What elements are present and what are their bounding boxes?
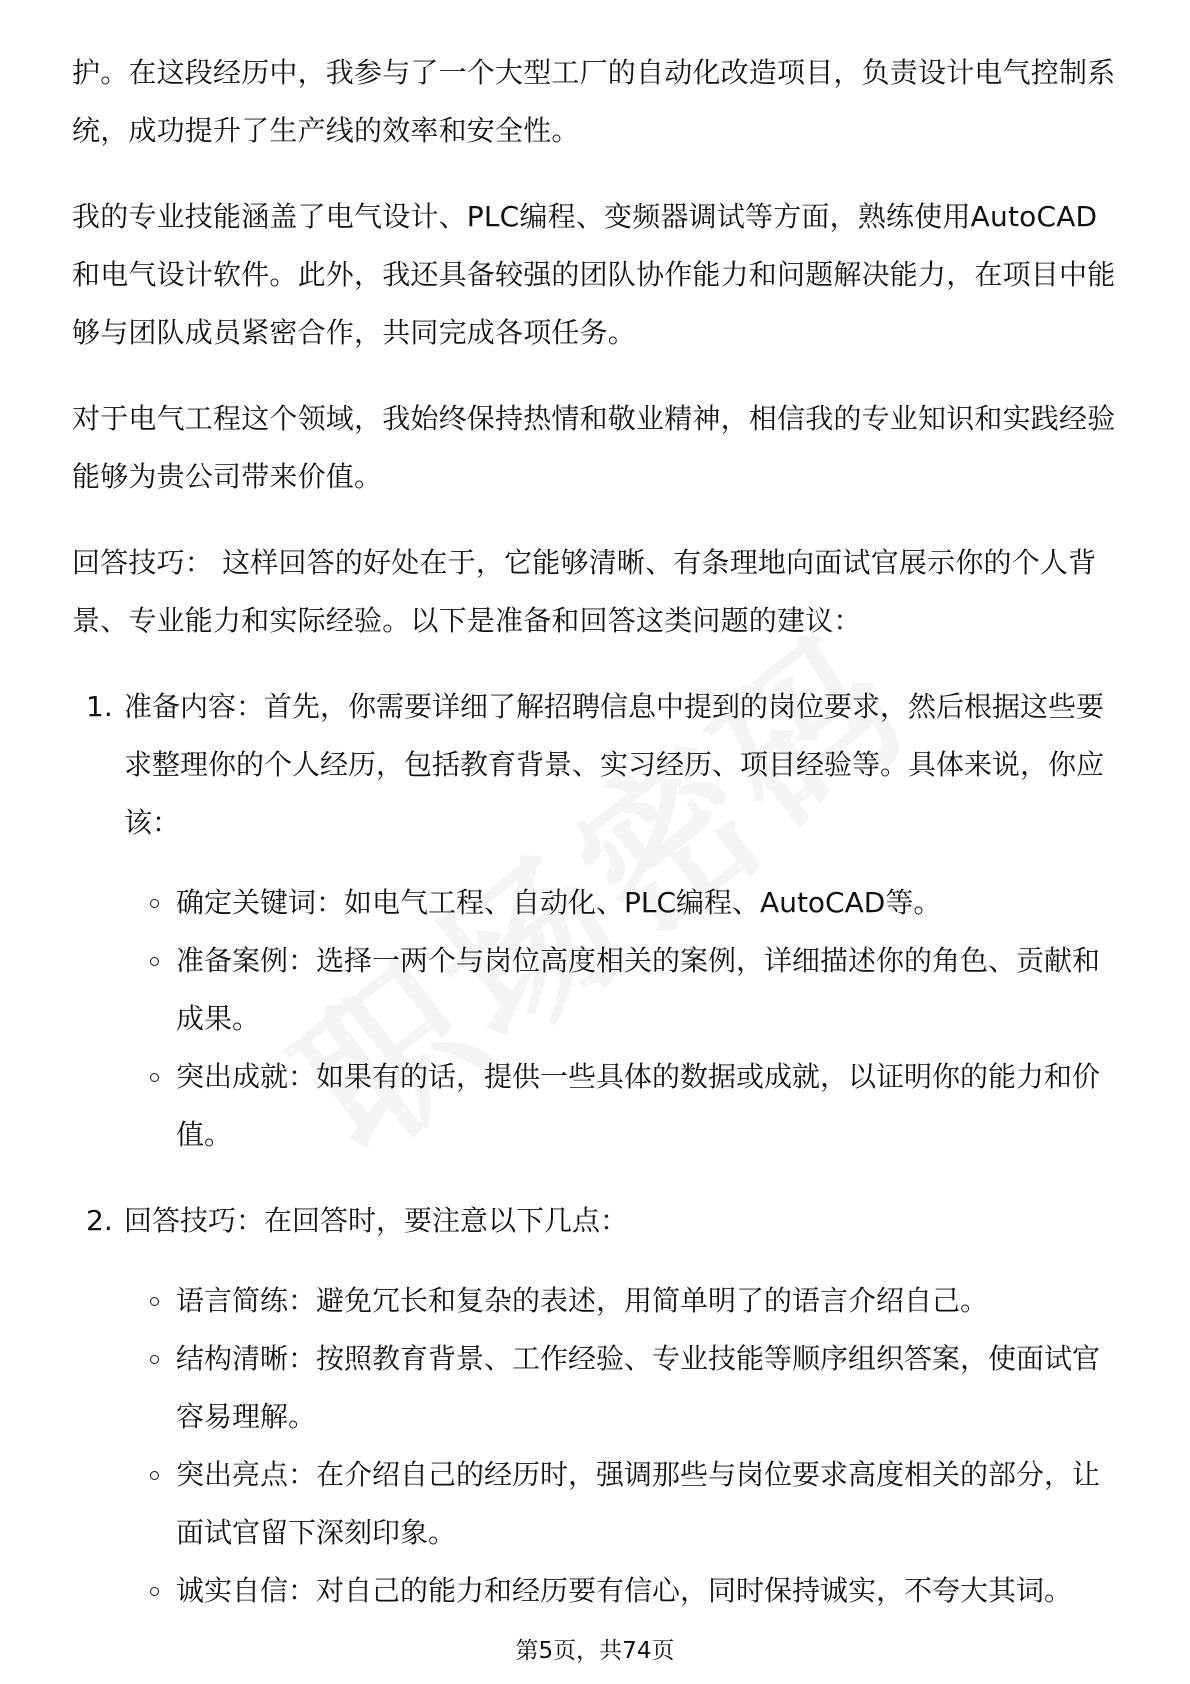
bullet-text: 确定关键词：如电气工程、自动化、PLC编程、AutoCAD等。 [176,886,942,919]
list-item [72,678,1122,1164]
list-number: 1. [86,690,113,723]
bullet-text: 结构清晰：按照教育背景、工作经验、专业技能等顺序组织答案，使面试官容易理解。 [176,1342,1101,1433]
bullet-item [124,932,1122,1048]
bullet-circle-icon [150,1471,159,1480]
bullet-item [124,1562,1122,1620]
bullet-item [124,1272,1122,1330]
bullet-item [124,1330,1122,1446]
paragraph: 我的专业技能涵盖了电气设计、PLC编程、变频器调试等方面，熟练使用AutoCAD和电气设计软件。此外，我还具备较强的团队协作能力和问题解决能力，在项目中能够与团队成员紧密合作，共同完成各项任务。 [72,200,1116,349]
bullet-item [124,1048,1122,1164]
list-item-text: 准备内容：首先，你需要详细了解招聘信息中提到的岗位要求，然后根据这些要求整理你的个人经历，包括教育背景、实习经历、项目经验等。具体来说，你应该： [124,690,1105,839]
paragraph: 回答技巧： 这样回答的好处在于，它能够清晰、有条理地向面试官展示你的个人背景、专业能力和实际经验。以下是准备和回答这类问题的建议： [72,546,1097,637]
bullet-circle-icon [150,1587,159,1596]
bullet-item [124,1446,1122,1562]
list-number: 2. [86,1204,113,1237]
list-item [72,1192,1122,1620]
bullet-list [124,874,1122,1164]
bullet-item [124,874,1122,932]
paragraph: 护。在这段经历中，我参与了一个大型工厂的自动化改造项目，负责设计电气控制系统，成功提升了生产线的效率和安全性。 [72,56,1116,147]
list-item-text: 回答技巧：在回答时，要注意以下几点： [124,1204,629,1237]
numbered-list [72,678,1122,1620]
bullet-text: 诚实自信：对自己的能力和经历要有信心，同时保持诚实，不夸大其词。 [176,1574,1073,1607]
document-body [72,44,1122,1648]
bullet-list [124,1272,1122,1620]
bullet-circle-icon [150,957,159,966]
bullet-circle-icon [150,1355,159,1364]
bullet-circle-icon [150,1297,159,1306]
page-number-footer: 第5页，共74页 [515,1638,675,1664]
bullet-circle-icon [150,899,159,908]
bullet-text: 语言简练：避免冗长和复杂的表述，用简单明了的语言介绍自己。 [176,1284,989,1317]
bullet-circle-icon [150,1073,159,1082]
paragraph: 对于电气工程这个领域，我始终保持热情和敬业精神，相信我的专业知识和实践经验能够为贵公司带来价值。 [72,402,1116,493]
bullet-text: 突出亮点：在介绍自己的经历时，强调那些与岗位要求高度相关的部分，让面试官留下深刻印象。 [176,1458,1101,1549]
bullet-text: 准备案例：选择一两个与岗位高度相关的案例，详细描述你的角色、贡献和成果。 [176,944,1101,1035]
bullet-text: 突出成就：如果有的话，提供一些具体的数据或成就，以证明你的能力和价值。 [176,1060,1101,1151]
